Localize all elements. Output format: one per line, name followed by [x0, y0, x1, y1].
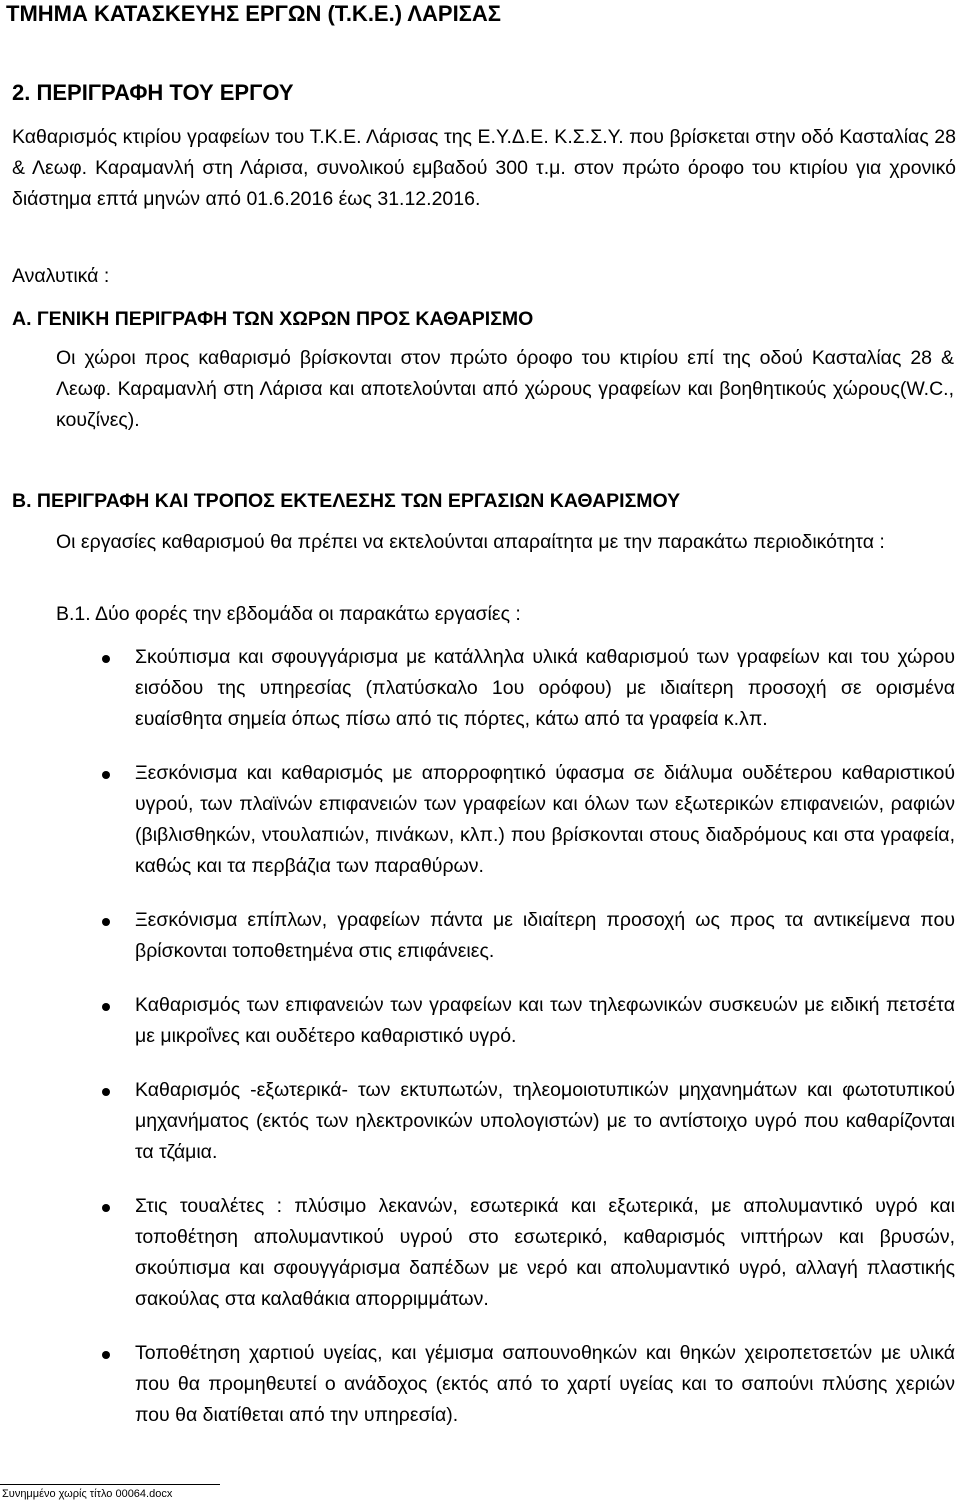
details-label: Αναλυτικά :: [12, 265, 110, 287]
list-item-text: Τοποθέτηση χαρτιού υγείας, και γέμισμα σαπουνοθηκών και θηκών χειροπετσετών με υλικά που θα προμηθευτεί ο ανάδοχος (εκτός από το χαρτί υγείας και το σαπούνι πλύσης χεριών που θα διατίθεται από την υπηρεσία).: [135, 1342, 955, 1426]
part-b-block: [56, 527, 954, 558]
list-item: [135, 642, 955, 735]
intro-block: [12, 122, 956, 215]
list-item: [135, 1075, 955, 1168]
part-a-heading: Α. ΓΕΝΙΚΗ ΠΕΡΙΓΡΑΦΗ ΤΩΝ ΧΩΡΩΝ ΠΡΟΣ ΚΑΘΑΡΙΣΜΟ: [12, 308, 534, 330]
list-item-text: Καθαρισμός -εξωτερικά- των εκτυπωτών, τηλεομοιοτυπικών μηχανημάτων και φωτοτυπικού μηχανήματος (εκτός των ηλεκτρονικών υπολογιστών) με το αντίστοιχο υγρό που καθαρίζονται τα τζάμια.: [135, 1079, 955, 1163]
bullet-icon: [102, 1204, 110, 1212]
list-item-text: Στις τουαλέτες : πλύσιμο λεκανών, εσωτερικά και εξωτερικά, με απολυμαντικό υγρό και τοποθέτηση απολυμαντικού υγρού στο εσωτερικό, καθαρισμός νιπτήρων και βρυσών, σκούπισμα και σφουγγάρισμα δαπέδων με νερό και απολυμαντικό υγρό, αλλαγή πλαστικής σακούλας στα καλαθάκια απορριμμάτων.: [135, 1195, 955, 1310]
part-b-paragraph: Οι εργασίες καθαρισμού θα πρέπει να εκτελούνται απαραίτητα με την παρακάτω περιοδικότητα :: [56, 531, 885, 553]
part-a-block: [56, 343, 954, 436]
section-title: 2. ΠΕΡΙΓΡΑΦΗ ΤΟΥ ΕΡΓΟΥ: [12, 80, 294, 105]
list-item: [135, 1191, 955, 1315]
bullet-icon: [102, 918, 110, 926]
bullet-icon: [102, 1088, 110, 1096]
footer-filename: Συνημμένο χωρίς τίτλο 00064.docx: [2, 1488, 173, 1500]
bullet-icon: [102, 655, 110, 663]
list-item-text: Ξεσκόνισμα επίπλων, γραφείων πάντα με ιδιαίτερη προσοχή ως προς τα αντικείμενα που βρίσκονται τοποθετημένα στις επιφάνειες.: [135, 909, 955, 962]
part-a-paragraph: Οι χώροι προς καθαρισμό βρίσκονται στον πρώτο όροφο του κτιρίου επί της οδού Κασταλίας 28 & Λεωφ. Καραμανλή στη Λάρισα και αποτελούνται από χώρους γραφείων και βοηθητικούς χώρους(W.C., κουζίνες).: [56, 347, 954, 431]
part-b-heading: Β. ΠΕΡΙΓΡΑΦΗ ΚΑΙ ΤΡΟΠΟΣ ΕΚΤΕΛΕΣΗΣ ΤΩΝ ΕΡΓΑΣΙΩΝ ΚΑΘΑΡΙΣΜΟΥ: [12, 490, 681, 512]
bullet-icon: [102, 1351, 110, 1359]
task-list: [0, 642, 960, 1431]
b1-heading: Β.1. Δύο φορές την εβδομάδα οι παρακάτω εργασίες :: [56, 603, 521, 625]
bullet-icon: [102, 1003, 110, 1011]
list-item-text: Σκούπισμα και σφουγγάρισμα με κατάλληλα υλικά καθαρισμού των γραφείων και του χώρου εισόδου της υπηρεσίας (πλατύσκαλο 1ου ορόφου) με ιδιαίτερη προσοχή σε ορισμένα ευαίσθητα σημεία όπως πίσω από τις πόρτες, κάτω από τα γραφεία κ.λπ.: [135, 646, 955, 730]
intro-paragraph: Καθαρισμός κτιρίου γραφείων του Τ.Κ.Ε. Λάρισας της Ε.Υ.Δ.Ε. Κ.Σ.Σ.Υ. που βρίσκεται στην οδό Κασταλίας 28 & Λεωφ. Καραμανλή στη Λάρισα, συνολικού εμβαδού 300 τ.μ. στον πρώτο όροφο του κτιρίου για χρονικό διάστημα επτά μηνών από 01.6.2016 έως 31.12.2016.: [12, 126, 956, 210]
list-item: [135, 990, 955, 1052]
list-item: [135, 1338, 955, 1431]
list-item: [135, 905, 955, 967]
footer-divider: [0, 1484, 220, 1485]
list-item-text: Καθαρισμός των επιφανειών των γραφείων και των τηλεφωνικών συσκευών με ειδική πετσέτα με μικροΐνες και ουδέτερο καθαριστικό υγρό.: [135, 994, 955, 1047]
list-item-text: Ξεσκόνισμα και καθαρισμός με απορροφητικό ύφασμα σε διάλυμα ουδέτερου καθαριστικού υγρού, των πλαϊνών επιφανειών των γραφείων και όλων των εξωτερικών επιφανειών, ραφιών (βιβλισθηκών, ντουλαπιών, πινάκων, κλπ.) που βρίσκονται στους διαδρόμους και στα γραφεία, καθώς και τα περβάζια των παραθύρων.: [135, 762, 955, 877]
bullet-icon: [102, 771, 110, 779]
department-header: ΤΜΗΜΑ ΚΑΤΑΣΚΕΥΗΣ ΕΡΓΩΝ (Τ.Κ.Ε.) ΛΑΡΙΣΑΣ: [6, 1, 501, 26]
list-item: [135, 758, 955, 882]
